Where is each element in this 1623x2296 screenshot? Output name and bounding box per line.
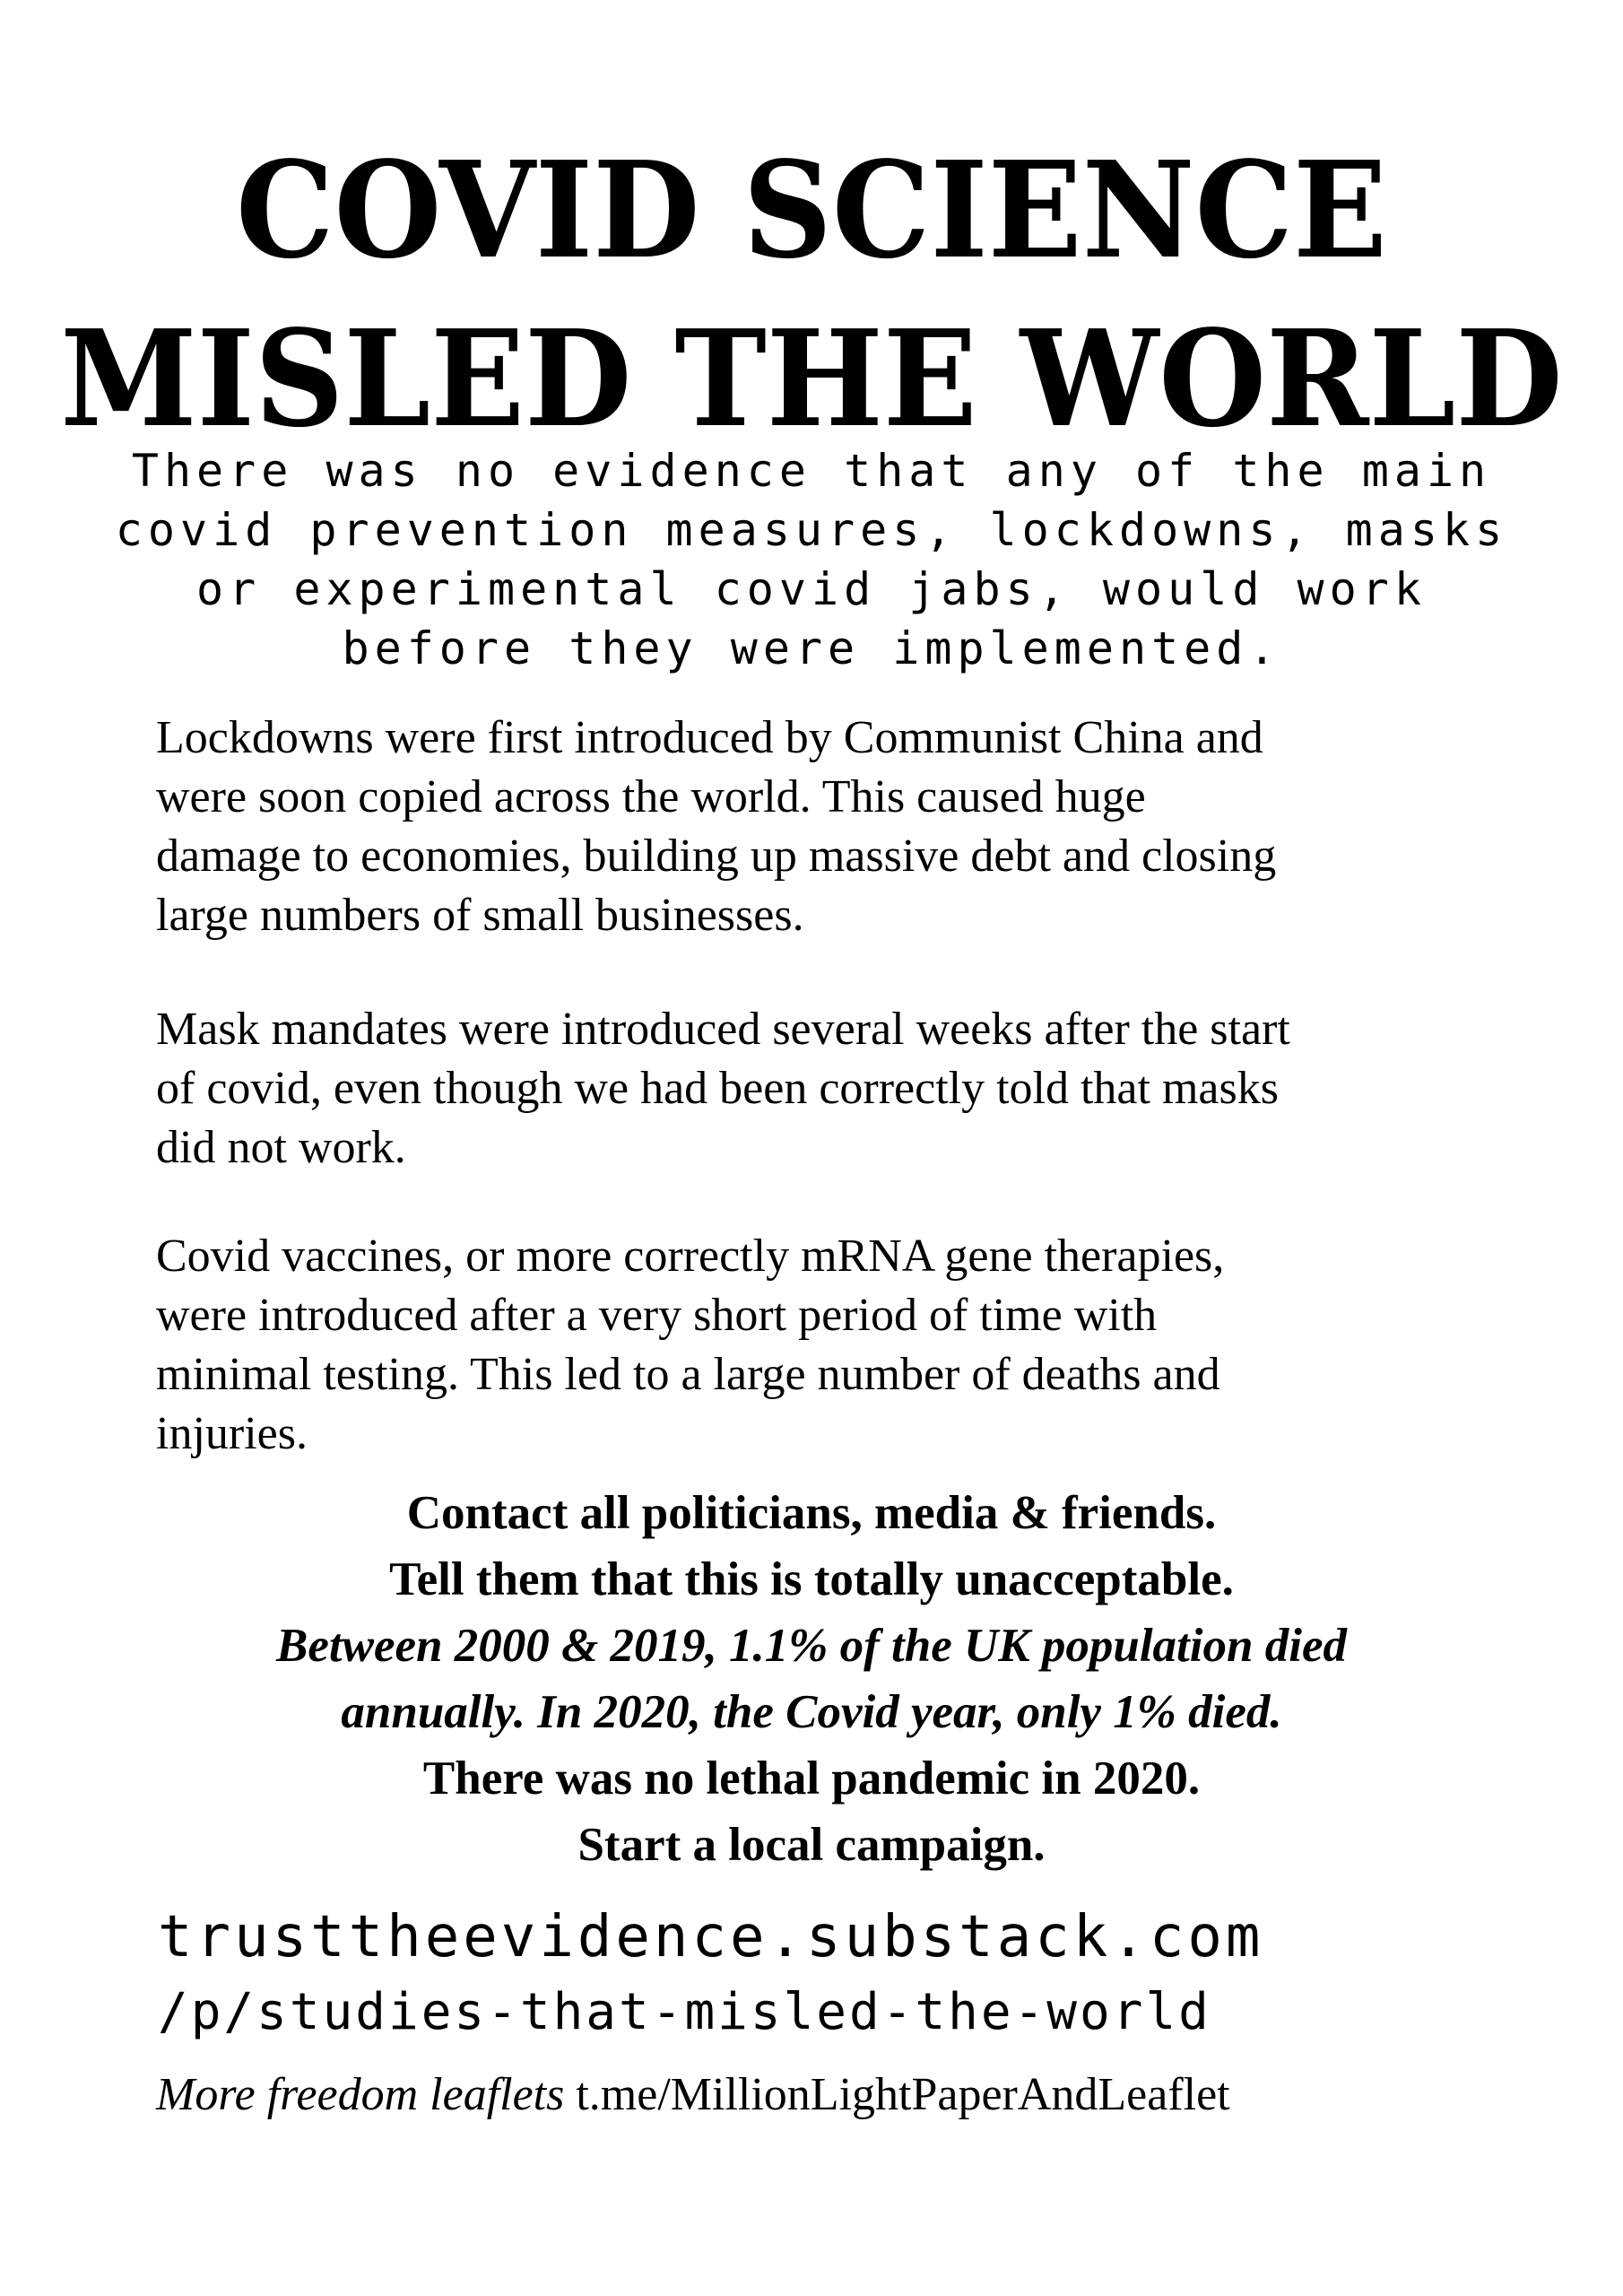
lockdowns-paragraph [156,709,1519,945]
masks-paragraph [156,1000,1519,1178]
footer-telegram-link[interactable]: t.me/MillionLightPaperAndLeaflet [576,2069,1230,2120]
cta-tell-them: Tell them that this is totally unacceptable. [389,1553,1234,1605]
subheading-line-2: covid prevention measures, lockdowns, masks [115,504,1508,556]
cta-statistic-line-2: annually. In 2020, the Covid year, only 1% died. [341,1686,1282,1738]
footer-label: More freedom leaflets [156,2069,565,2120]
substack-url-path[interactable]: /p/studies-that-misled-the-world [158,1983,1211,2041]
paragraph-line: were soon copied across the world. This caused huge [156,771,1146,822]
paragraph-line: damage to economies, building up massive debt and closing [156,831,1277,882]
cta-statistic-line-1: Between 2000 & 2019, 1.1% of the UK population died [276,1620,1347,1672]
subheading-line-4: before they were implemented. [342,622,1281,674]
paragraph-line: were introduced after a very short period of time with [156,1290,1158,1341]
cta-start-campaign: Start a local campaign. [577,1819,1046,1871]
cta-no-pandemic: There was no lethal pandemic in 2020. [422,1752,1201,1805]
headline-line-2: MISLED THE WORLD [60,300,1563,457]
subheading-line-1: There was no evidence that any of the main [131,445,1492,497]
paragraph-line: Covid vaccines, or more correctly mRNA gene therapies, [156,1231,1225,1282]
paragraph-line: did not work. [156,1122,406,1173]
subheading-line-3: or experimental covid jabs, would work [196,563,1427,615]
substack-url-domain[interactable]: trusttheevidence.substack.com [158,1904,1264,1970]
headline-line-1: COVID SCIENCE [235,132,1387,288]
paragraph-line: of covid, even though we had been correctly told that masks [156,1063,1279,1114]
cta-contact: Contact all politicians, media & friends. [406,1487,1217,1539]
paragraph-line: minimal testing. This led to a large number of deaths and [156,1349,1220,1400]
footer-line [156,2063,1230,2127]
vaccines-paragraph [156,1227,1519,1464]
paragraph-line: large numbers of small businesses. [156,890,804,941]
paragraph-line: Lockdowns were first introduced by Communist China and [156,712,1263,763]
paragraph-line: Mask mandates were introduced several weeks after the start [156,1004,1290,1055]
paragraph-line: injuries. [156,1408,308,1459]
